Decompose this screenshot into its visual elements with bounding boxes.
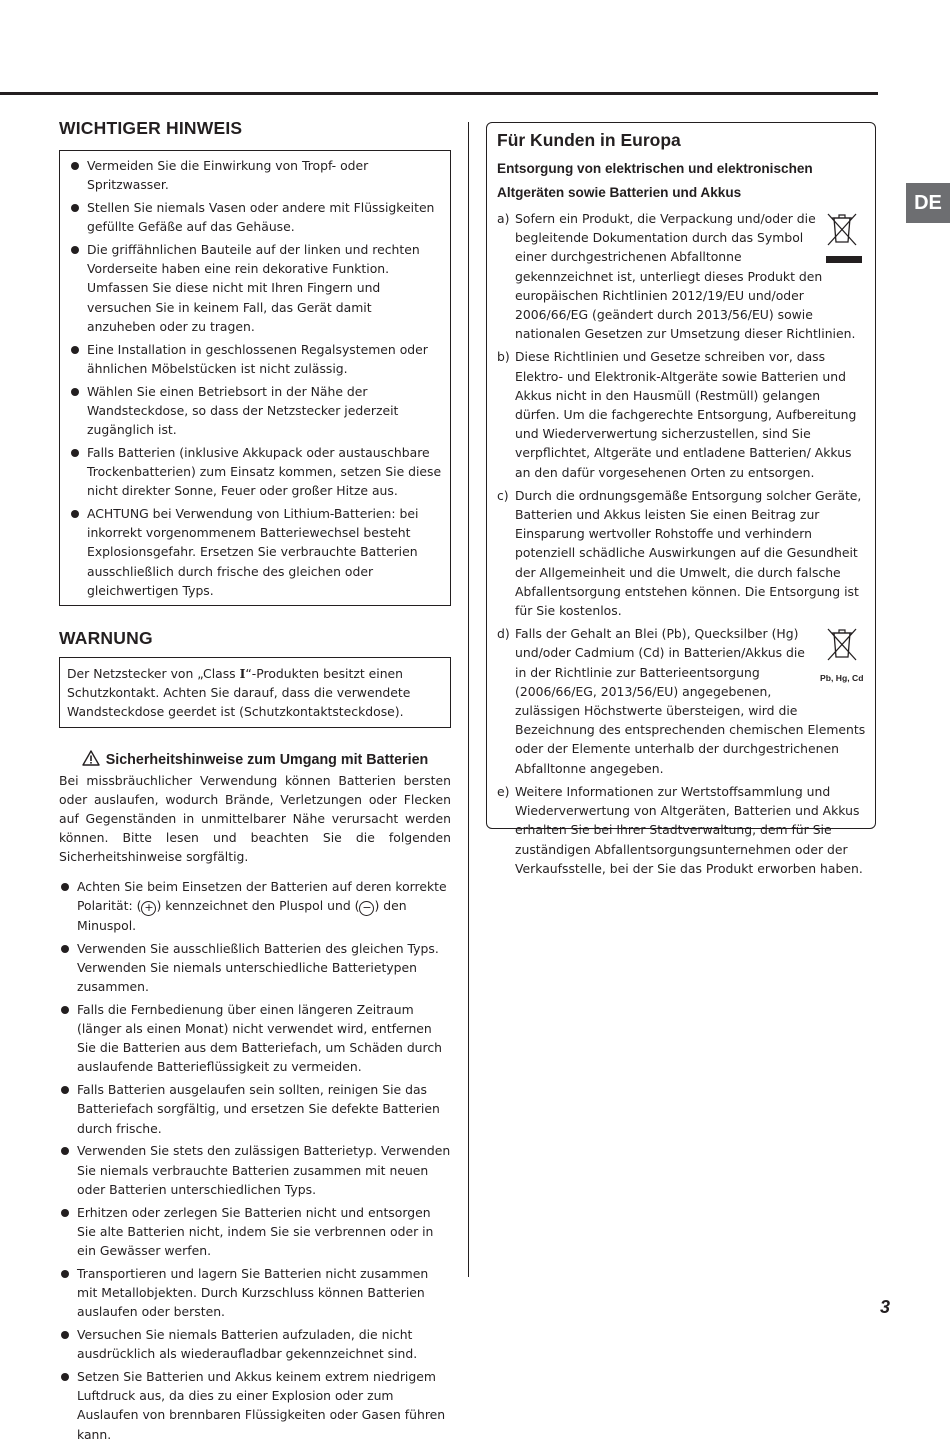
list-item-polarity [59,877,451,935]
list-item: Falls die Fernbedienung über einen längeren Zeitraum (länger als einen Monat) nicht verwendet wird, entfernen Sie die Batterien aus dem Batteriefach, um Schäden durch auslaufende Batterieflüssigkeit zu vermeiden. [59,1000,451,1077]
minus-symbol-icon: − [359,901,374,916]
item-label: a) [497,211,510,226]
top-rule [0,92,878,95]
warning-triangle-icon [82,750,100,766]
list-item-e [497,782,866,878]
list-item: Stellen Sie niemals Vasen oder andere mit Flüssigkeiten gefüllte Gefäße auf das Gehäuse. [69,198,442,236]
warnung-box [59,657,451,728]
polarity-text-c: ) den Minuspol. [77,897,407,933]
underline-bar [826,256,862,263]
list-item: Eine Installation in geschlossenen Regalsystemen oder ähnlichen Möbelstücken ist nicht zulässig. [69,340,442,378]
list-item-d [497,624,866,778]
item-label: c) [497,487,509,503]
warnung-heading: WARNUNG [59,628,153,649]
batterien-heading [59,750,451,768]
list-item: Setzen Sie Batterien und Akkus keinem extrem niedrigem Luftdruck aus, da dies zu einer Explosion oder zum Auslaufen von brennbaren Flüssigkeiten oder Gasen führen kann. [59,1367,451,1444]
warnung-text-b: “-Produkten besitzt einen Schutzkontakt. Achten Sie darauf, dass die verwendete Wandsteckdose geerdet ist (Schutzkontaktsteckdose). [67,666,411,720]
crossed-bin-icon [822,209,866,263]
item-label: b) [497,349,510,365]
warnung-text-a: Der Netzstecker von „Class [67,666,240,682]
list-item: Versuchen Sie niemals Batterien aufzuladen, die nicht ausdrücklich als wiederaufladbar gekennzeichnet sind. [59,1325,451,1363]
item-text: Falls der Gehalt an Blei (Pb), Quecksilber (Hg) und/oder Cadmium (Cd) in Batterien/Akkus die in der Richtlinie zur Batterieentsorgung (2006/66/EG, 2013/56/EU) angegebenen, zulässigen Höchstwerte übersteigen, wird die Bezeichnung des entsprechenden chemischen Elements oder der Elemente unterhalb der durchgestrichenen Abfalltonne angegeben. [515,626,866,776]
batterien-intro: Bei missbräuchlicher Verwendung können Batterien bersten oder auslaufen, wodurch Brände, Verletzungen oder Flecken auf Gegenständen in unmittelbarer Nähe verursacht werden können. Bitte lesen und beachten Sie die folgenden Sicherheitshinweise sorgfältig. [59,772,451,865]
chem-label: Pb, Hg, Cd [820,673,864,684]
list-item: Verwenden Sie stets den zulässigen Batterietyp. Verwenden Sie niemals verbrauchte Batterien zusammen mit neuen oder Batterien unterschiedlichen Typs. [59,1141,451,1199]
list-item: Erhitzen oder zerlegen Sie Batterien nicht und entsorgen Sie alte Batterien nicht, indem Sie sie verbrennen oder in ein Gewässer werfen. [59,1203,451,1261]
entsorgung-subtitle-1: Entsorgung von elektrischen und elektronischen [497,161,813,176]
item-label: e) [497,783,510,799]
europe-heading: Für Kunden in Europa [497,130,681,150]
list-item: Wählen Sie einen Betriebsort in der Nähe der Wandsteckdose, so dass der Netzstecker jederzeit zugänglich ist. [69,382,442,440]
list-item-a [497,209,866,343]
polarity-text-a: Achten Sie beim Einsetzen der Batterien auf deren korrekte Polarität: ( [77,878,447,913]
item-text: Weitere Informationen zur Wertstoffsammlung und Wiederverwertung von Altgeräten, Batterien und Akkus erhalten Sie bei Ihrer Stadtverwaltung, dem für Sie zuständigen Abfallentsorgungsunternehmen oder der Verkaufsstelle, bei der Sie das Produkt erworben haben. [515,783,863,876]
item-text: Diese Richtlinien und Gesetze schreiben vor, dass Elektro- und Elektronik-Altgeräte sowie Batterien und Akkus nicht in den Hausmüll (Restmüll) gelangen dürfen. Um die fachgerechte Entsorgung, Aufbereitung und Wiederverwertung sicherzustellen, sind Sie verpflichtet, Altgeräte und entladene Batterien/ Akkus an den dafür vorgesehenen Orten zu entsorgen. [515,349,857,480]
polarity-text-b: ) kennzeichnet den Pluspol und ( [156,897,360,913]
wichtiger-hinweis-heading: WICHTIGER HINWEIS [59,118,243,138]
list-item: Die griffähnlichen Bauteile auf der linken und rechten Vorderseite haben eine rein dekorative Funktion. Umfassen Sie diese nicht mit Ihren Fingern und versuchen Sie in keinem Fall, das Gerät damit anzuheben oder zu tragen. [69,240,442,336]
batterien-list [59,877,451,1444]
list-item: Falls Batterien ausgelaufen sein sollten, reinigen Sie das Batteriefach sorgfältig, und ersetzen Sie defekte Batterien durch frische. [59,1080,451,1138]
item-text: Sofern ein Produkt, die Verpackung und/oder die begleitende Dokumentation durch das Symbol einer durchgestrichenen Abfalltonne gekennzeichnet ist, unterliegt dieses Produkt den europäischen Richtlinien 2012/19/EU und/oder 2006/66/EG (geändert durch 2013/56/EU) sowie nationalen Gesetzen zur Umsetzung dieser Richtlinien. [515,211,856,342]
item-text: Durch die ordnungsgemäße Entsorgung solcher Geräte, Batterien und Akkus leisten Sie einen Beitrag zur Einsparung wertvoller Rohstoffe und verhindern potenziell schädliche Auswirkungen auf die Gesundheit der Allgemeinheit und die Umwelt, die durch falsche Abfallentsorgung entstehen können. Die Entsorgung ist für Sie kostenlos. [515,487,862,619]
list-item: Verwenden Sie ausschließlich Batterien des gleichen Typs. Verwenden Sie niemals unterschiedliche Batterietypen zusammen. [59,939,451,997]
list-item-c [497,486,866,620]
batterien-heading-text: Sicherheitshinweise zum Umgang mit Batterien [105,751,429,768]
crossed-bin-chem-icon [822,624,866,688]
language-tab: DE [906,183,950,223]
list-item: ACHTUNG bei Verwendung von Lithium-Batterien: bei inkorrekt vorgenommenem Batteriewechsel besteht Explosionsgefahr. Ersetzen Sie verbrauchte Batterien ausschließlich durch frische des gleichen oder gleichwertigen Typs. [69,504,442,600]
list-item: Falls Batterien (inklusive Akkupack oder austauschbare Trockenbatterien) zum Einsatz kommen, setzen Sie diese nicht direkter Sonne, Feuer oder großer Hitze aus. [69,443,442,501]
column-divider [468,122,469,1277]
left-column [59,118,451,1447]
list-item: Vermeiden Sie die Einwirkung von Tropf- oder Spritzwasser. [69,156,442,194]
list-item: Transportieren und lagern Sie Batterien nicht zusammen mit Metallobjekten. Durch Kurzschluss können Batterien auslaufen oder bersten. [59,1264,451,1322]
entsorgung-list [497,209,866,878]
wichtiger-hinweis-list [69,156,442,600]
list-item-b [497,347,866,481]
page-number: 3 [880,1297,891,1317]
class-mark: I [239,666,246,682]
europe-box [486,122,876,876]
plus-symbol-icon: + [141,901,156,916]
wichtiger-hinweis-box [59,150,451,606]
entsorgung-subtitle-2: Altgeräten sowie Batterien und Akkus [497,185,742,200]
item-label: d) [497,626,510,642]
